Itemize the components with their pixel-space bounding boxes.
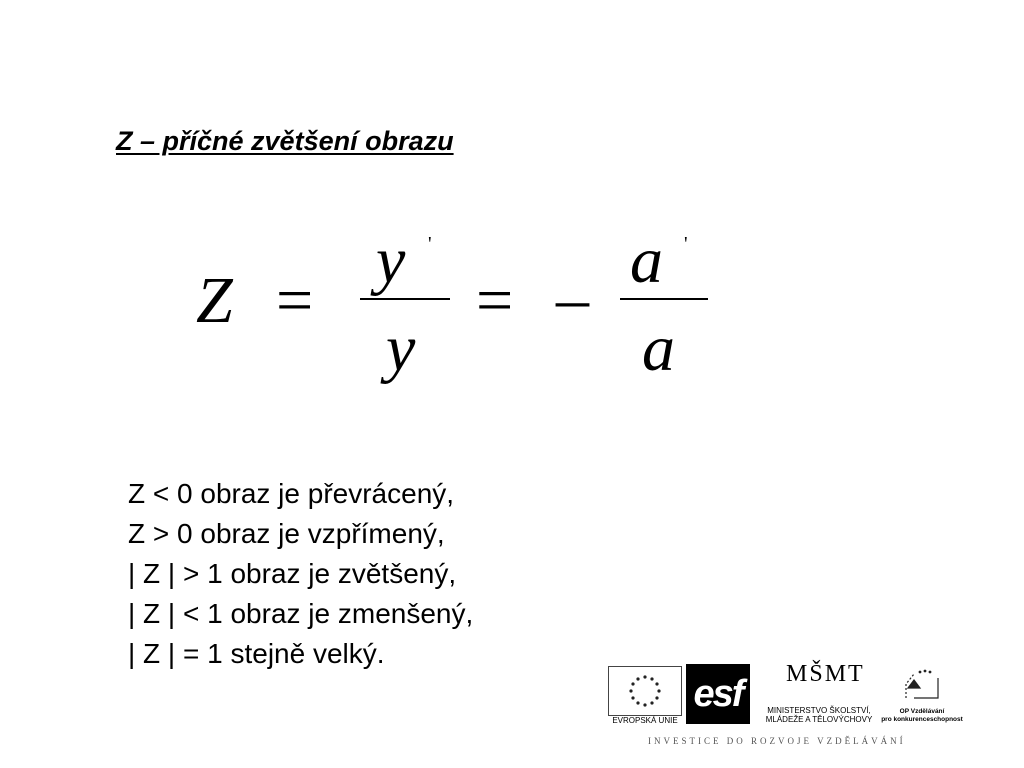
fraction1-numerator: y bbox=[376, 224, 406, 297]
footer-investice: INVESTICE DO ROZVOJE VZDĚLÁVÁNÍ bbox=[648, 736, 906, 746]
magnification-formula bbox=[190, 218, 730, 388]
msmt-label bbox=[756, 706, 882, 724]
msmt-label-line2: MLÁDEŽE A TĚLOVÝCHOVY bbox=[765, 715, 873, 724]
magnification-conditions bbox=[128, 474, 473, 674]
op-label-line1: OP Vzdělávání bbox=[899, 708, 945, 715]
op-vzdelavani-icon bbox=[900, 668, 944, 704]
formula-equals-2: = bbox=[476, 264, 514, 337]
op-logo bbox=[900, 668, 944, 704]
esf-logo: esf bbox=[686, 664, 750, 724]
funding-logos bbox=[606, 660, 963, 746]
fraction2-numerator: a bbox=[630, 224, 663, 297]
op-label bbox=[880, 708, 964, 724]
condition-line: | Z | = 1 stejně velký. bbox=[128, 638, 385, 669]
formula-equals-1: = bbox=[276, 264, 314, 337]
fraction1-denominator: y bbox=[386, 312, 416, 385]
fraction2-bar bbox=[620, 298, 708, 300]
eu-stars-icon bbox=[609, 667, 681, 715]
fraction2-denominator: a bbox=[642, 312, 675, 385]
condition-line: | Z | > 1 obraz je zvětšený, bbox=[128, 558, 457, 589]
formula-minus: – bbox=[556, 262, 589, 335]
fraction1-prime: ' bbox=[428, 233, 432, 255]
condition-line: | Z | < 1 obraz je zmenšený, bbox=[128, 598, 474, 629]
fraction2-prime: ' bbox=[684, 233, 688, 255]
msmt-logo: MŠMT bbox=[786, 661, 865, 687]
condition-line: Z < 0 obraz je převrácený, bbox=[128, 478, 455, 509]
slide-title: Z – příčné zvětšení obrazu bbox=[116, 126, 454, 156]
eu-flag-logo bbox=[608, 666, 682, 716]
eu-label: EVROPSKÁ UNIE bbox=[612, 716, 678, 725]
op-label-line2: pro konkurenceschopnost bbox=[881, 716, 963, 723]
msmt-label-line1: MINISTERSTVO ŠKOLSTVÍ, bbox=[767, 706, 871, 715]
formula-lhs: Z bbox=[196, 264, 233, 337]
fraction1-bar bbox=[360, 298, 450, 300]
condition-line: Z > 0 obraz je vzpřímený, bbox=[128, 518, 445, 549]
